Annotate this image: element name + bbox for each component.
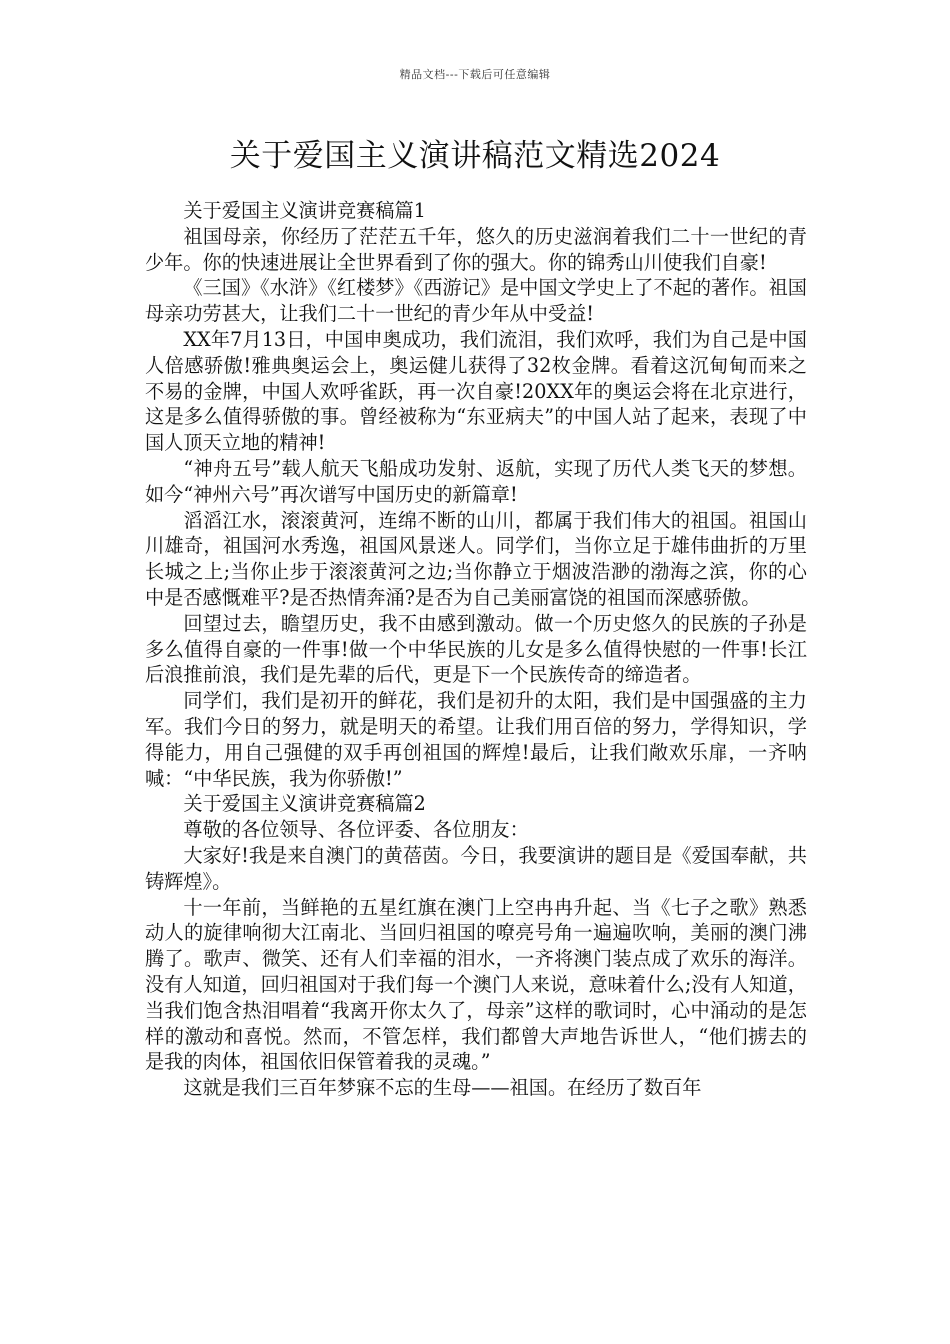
paragraph: 同学们，我们是初开的鲜花，我们是初升的太阳，我们是中国强盛的主力军。我们今日的努力，就是明天的希望。让我们用百倍的努力，学得知识，学得能力，用自己强健的双手再创祖国的辉煌!最后，让我们敞欢乐扉，一齐呐喊：“中华民族，我为你骄傲!”: [145, 689, 807, 790]
document-body: [145, 198, 807, 1101]
document-title: 关于爱国主义演讲稿范文精选2024: [229, 138, 721, 174]
paragraph: “神舟五号”载人航天飞船成功发射、返航，实现了历代人类飞天的梦想。如今“神州六号”再次谱写中国历史的新篇章!: [145, 456, 807, 506]
section-heading: 关于爱国主义演讲竞赛稿篇1: [183, 199, 426, 222]
paragraph: 祖国母亲，你经历了茫茫五千年，悠久的历史滋润着我们二十一世纪的青少年。你的快速进展让全世界看到了你的强大。你的锦秀山川使我们自豪!: [145, 224, 807, 274]
paragraph: 滔滔江水，滚滚黄河，连绵不断的山川，都属于我们伟大的祖国。祖国山川雄奇，祖国河水秀逸，祖国风景迷人。同学们，当你立足于雄伟曲折的万里长城之上;当你止步于滚滚黄河之边;当你静立于烟波浩渺的渤海之滨，你的心中是否感慨难平?是否热情奔涌?是否为自己美丽富饶的祖国而深感骄傲。: [145, 508, 807, 609]
paragraph: 大家好!我是来自澳门的黄蓓茵。今日，我要演讲的题目是《爱国奉献，共铸辉煌》。: [145, 843, 807, 893]
header-note: 精品文档---下载后可任意编辑: [399, 68, 551, 81]
paragraph: XX年7月13日，中国申奥成功，我们流泪，我们欢呼，我们为自己是中国人倍感骄傲!雅典奥运会上，奥运健儿获得了32枚金牌。看着这沉甸甸而来之不易的金牌，中国人欢呼雀跃，再一次自豪!20XX年的奥运会将在北京进行，这是多么值得骄傲的事。曾经被称为“东亚病夫”的中国人站了起来，表现了中国人顶天立地的精神!: [145, 327, 807, 455]
paragraph: 回望过去，瞻望历史，我不由感到激动。做一个历史悠久的民族的子孙是多么值得自豪的一件事!做一个中华民族的儿女是多么值得快慰的一件事!长江后浪推前浪，我们是先辈的后代，更是下一个民族传奇的缔造者。: [145, 611, 807, 687]
paragraph: 尊敬的各位领导、各位评委、各位朋友：: [183, 818, 529, 842]
paragraph: 十一年前，当鲜艳的五星红旗在澳门上空冉冉升起、当《七子之歌》熟悉动人的旋律响彻大江南北、当回归祖国的嘹亮号角一遍遍吹响，美丽的澳门沸腾了。歌声、微笑、还有人们幸福的泪水，一齐将澳门装点成了欢乐的海洋。没有人知道，回归祖国对于我们每一个澳门人来说，意味着什么;没有人知道，当我们饱含热泪唱着“我离开你太久了，母亲”这样的歌词时，心中涌动的是怎样的激动和喜悦。然而，不管怎样，我们都曾大声地告诉世人，“他们掳去的是我的肉体，祖国依旧保管着我的灵魂。”: [145, 895, 807, 1074]
paragraph: 《三国》《水浒》《红楼梦》《西游记》是中国文学史上了不起的著作。祖国母亲功劳甚大，让我们二十一世纪的青少年从中受益!: [145, 276, 807, 326]
paragraph: 这就是我们三百年梦寐不忘的生母——祖国。在经历了数百年: [183, 1076, 702, 1100]
section-heading: 关于爱国主义演讲竞赛稿篇2: [183, 792, 426, 816]
